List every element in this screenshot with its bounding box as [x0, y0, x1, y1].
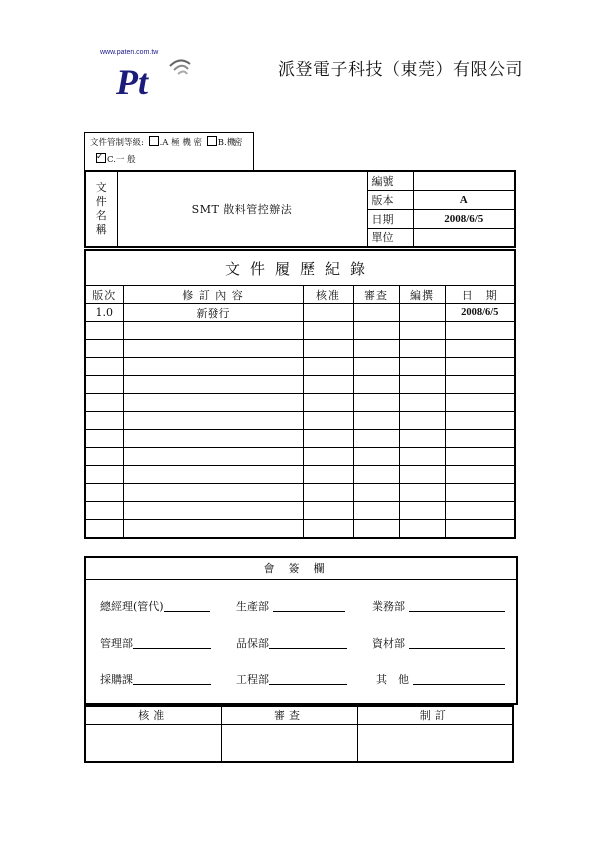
history-empty-cell[interactable]	[399, 376, 445, 394]
row-content: 新發行	[123, 304, 303, 322]
history-empty-cell[interactable]	[85, 394, 123, 412]
history-empty-cell[interactable]	[303, 484, 353, 502]
history-empty-cell[interactable]	[445, 376, 515, 394]
history-empty-cell[interactable]	[123, 430, 303, 448]
history-empty-cell[interactable]	[303, 430, 353, 448]
row-version: 1.0	[85, 304, 123, 322]
approval-col-approved: 核准	[85, 706, 221, 724]
history-empty-cell[interactable]	[445, 448, 515, 466]
history-empty-cell[interactable]	[445, 358, 515, 376]
history-empty-cell[interactable]	[303, 358, 353, 376]
col-reviewed: 審查	[353, 286, 399, 304]
history-empty-cell[interactable]	[353, 502, 399, 520]
history-header-row	[85, 286, 515, 304]
checkbox-b[interactable]	[207, 136, 217, 146]
history-empty-cell[interactable]	[123, 412, 303, 430]
history-empty-row	[85, 520, 515, 539]
row-date: 2008/6/5	[445, 304, 515, 322]
history-empty-cell[interactable]	[399, 484, 445, 502]
signoff-section	[84, 556, 518, 705]
doc-date-value: 2008/6/5	[413, 209, 515, 228]
history-empty-cell[interactable]	[123, 484, 303, 502]
logo-url-text: www.paten.com.tw	[100, 49, 159, 56]
option-b-code: B	[217, 138, 224, 148]
checkbox-c[interactable]	[96, 153, 106, 163]
history-empty-cell[interactable]	[85, 358, 123, 376]
doc-number-value	[413, 171, 515, 190]
history-empty-row	[85, 394, 515, 412]
history-empty-row	[85, 340, 515, 358]
history-empty-cell[interactable]	[303, 502, 353, 520]
option-c-text: 一 般	[115, 155, 136, 165]
history-empty-cell[interactable]	[399, 340, 445, 358]
history-empty-row	[85, 358, 515, 376]
history-empty-cell[interactable]	[303, 412, 353, 430]
history-empty-cell[interactable]	[399, 394, 445, 412]
row-compiled	[399, 304, 445, 322]
history-empty-cell[interactable]	[353, 358, 399, 376]
doc-unit-label: 單位	[367, 228, 413, 247]
signoff-field[interactable]: 品保部	[236, 635, 347, 651]
document-info-table	[84, 170, 516, 248]
history-empty-cell[interactable]	[303, 340, 353, 358]
history-empty-cell[interactable]	[303, 448, 353, 466]
history-empty-cell[interactable]	[399, 520, 445, 539]
history-empty-row	[85, 322, 515, 340]
col-approved: 核准	[303, 286, 353, 304]
history-empty-cell[interactable]	[445, 322, 515, 340]
history-empty-cell[interactable]	[445, 520, 515, 539]
signoff-field[interactable]: 總經理(管代)	[100, 598, 210, 614]
history-empty-cell[interactable]	[353, 412, 399, 430]
doc-unit-value	[413, 228, 515, 247]
col-version: 版次	[85, 286, 123, 304]
signoff-field[interactable]: 採購課	[100, 671, 211, 687]
col-compiled: 編撰	[399, 286, 445, 304]
history-empty-cell[interactable]	[123, 394, 303, 412]
company-logo	[96, 44, 208, 108]
option-c-code: C	[107, 155, 114, 165]
history-empty-cell[interactable]	[85, 430, 123, 448]
row-reviewed	[353, 304, 399, 322]
approval-col-reviewed: 審查	[221, 706, 357, 724]
history-row	[85, 304, 515, 322]
history-title: 文件履歷紀錄	[85, 250, 515, 286]
history-empty-cell[interactable]	[123, 376, 303, 394]
history-empty-cell[interactable]	[85, 340, 123, 358]
doc-version-value: A	[413, 190, 515, 209]
history-empty-cell[interactable]	[303, 376, 353, 394]
history-empty-cell[interactable]	[399, 448, 445, 466]
approval-sign-reviewed[interactable]	[221, 724, 357, 762]
option-a-code: A	[162, 138, 169, 148]
history-empty-cell[interactable]	[303, 322, 353, 340]
classification-box: 文件管制等級: .A 極 機 密 B.機 密 ✓C.一 般	[84, 132, 254, 171]
history-empty-cell[interactable]	[445, 340, 515, 358]
history-empty-cell[interactable]	[353, 376, 399, 394]
signoff-field[interactable]: 工程部	[236, 671, 347, 687]
company-name: 派登電子科技（東莞）有限公司	[278, 60, 523, 80]
signoff-field[interactable]: 管理部	[100, 635, 211, 651]
approval-sign-drafted[interactable]	[357, 724, 513, 762]
signoff-title: 會簽欄	[86, 558, 516, 580]
history-empty-cell[interactable]	[445, 412, 515, 430]
history-empty-cell[interactable]	[123, 520, 303, 539]
history-empty-row	[85, 448, 515, 466]
history-empty-cell[interactable]	[353, 322, 399, 340]
history-empty-cell[interactable]	[85, 322, 123, 340]
history-empty-cell[interactable]	[303, 466, 353, 484]
history-empty-row	[85, 376, 515, 394]
signoff-field[interactable]: 業務部	[372, 598, 505, 614]
history-empty-cell[interactable]	[445, 430, 515, 448]
history-empty-cell[interactable]	[445, 394, 515, 412]
history-empty-cell[interactable]	[85, 484, 123, 502]
history-empty-cell[interactable]	[85, 412, 123, 430]
history-empty-row	[85, 502, 515, 520]
signoff-field[interactable]: 生產部	[236, 598, 345, 614]
signoff-field[interactable]: 資材部	[372, 635, 505, 651]
history-empty-cell[interactable]	[85, 466, 123, 484]
col-revision-content: 修 訂 內 容	[123, 286, 303, 304]
history-empty-cell[interactable]	[353, 520, 399, 539]
history-empty-cell[interactable]	[399, 358, 445, 376]
doc-number-label: 編號	[367, 171, 413, 190]
history-empty-cell[interactable]	[123, 358, 303, 376]
history-empty-row	[85, 484, 515, 502]
history-empty-row	[85, 412, 515, 430]
history-empty-cell[interactable]	[445, 484, 515, 502]
history-empty-cell[interactable]	[445, 502, 515, 520]
history-empty-cell[interactable]	[123, 466, 303, 484]
history-empty-cell[interactable]	[123, 340, 303, 358]
history-empty-cell[interactable]	[85, 520, 123, 539]
option-a-text: 極 機 密	[171, 138, 203, 148]
approval-sign-approved[interactable]	[85, 724, 221, 762]
history-empty-cell[interactable]	[123, 502, 303, 520]
approval-table	[84, 705, 514, 763]
history-empty-cell[interactable]	[85, 376, 123, 394]
checkbox-a[interactable]	[149, 136, 159, 146]
history-empty-cell[interactable]	[353, 394, 399, 412]
classification-label: 文件管制等級:	[90, 138, 144, 148]
approval-col-drafted: 制訂	[357, 706, 513, 724]
history-empty-cell[interactable]	[353, 484, 399, 502]
history-empty-cell[interactable]	[123, 448, 303, 466]
doc-version-label: 版本	[367, 190, 413, 209]
history-empty-row	[85, 430, 515, 448]
history-empty-cell[interactable]	[85, 502, 123, 520]
history-empty-cell[interactable]	[399, 412, 445, 430]
history-empty-cell[interactable]	[123, 322, 303, 340]
history-empty-cell[interactable]	[399, 466, 445, 484]
history-empty-row	[85, 466, 515, 484]
doc-date-label: 日期	[367, 209, 413, 228]
logo-mark-text: Pt	[116, 62, 148, 102]
history-empty-cell[interactable]	[303, 520, 353, 539]
document-name-label: 文 件 名 稱	[85, 171, 117, 247]
document-history-table	[84, 249, 516, 539]
history-empty-cell[interactable]	[353, 466, 399, 484]
option-b-text: 機 密	[226, 138, 241, 148]
document-title: SMT 散料管控辦法	[117, 171, 367, 247]
history-empty-cell[interactable]	[399, 502, 445, 520]
history-empty-cell[interactable]	[353, 340, 399, 358]
history-empty-cell[interactable]	[445, 466, 515, 484]
history-empty-cell[interactable]	[353, 430, 399, 448]
history-empty-cell[interactable]	[399, 430, 445, 448]
history-empty-cell[interactable]	[353, 448, 399, 466]
row-approved	[303, 304, 353, 322]
signoff-field[interactable]: 其 他	[376, 671, 505, 687]
col-date: 日 期	[445, 286, 515, 304]
history-empty-cell[interactable]	[85, 448, 123, 466]
history-empty-cell[interactable]	[303, 394, 353, 412]
history-empty-cell[interactable]	[399, 322, 445, 340]
